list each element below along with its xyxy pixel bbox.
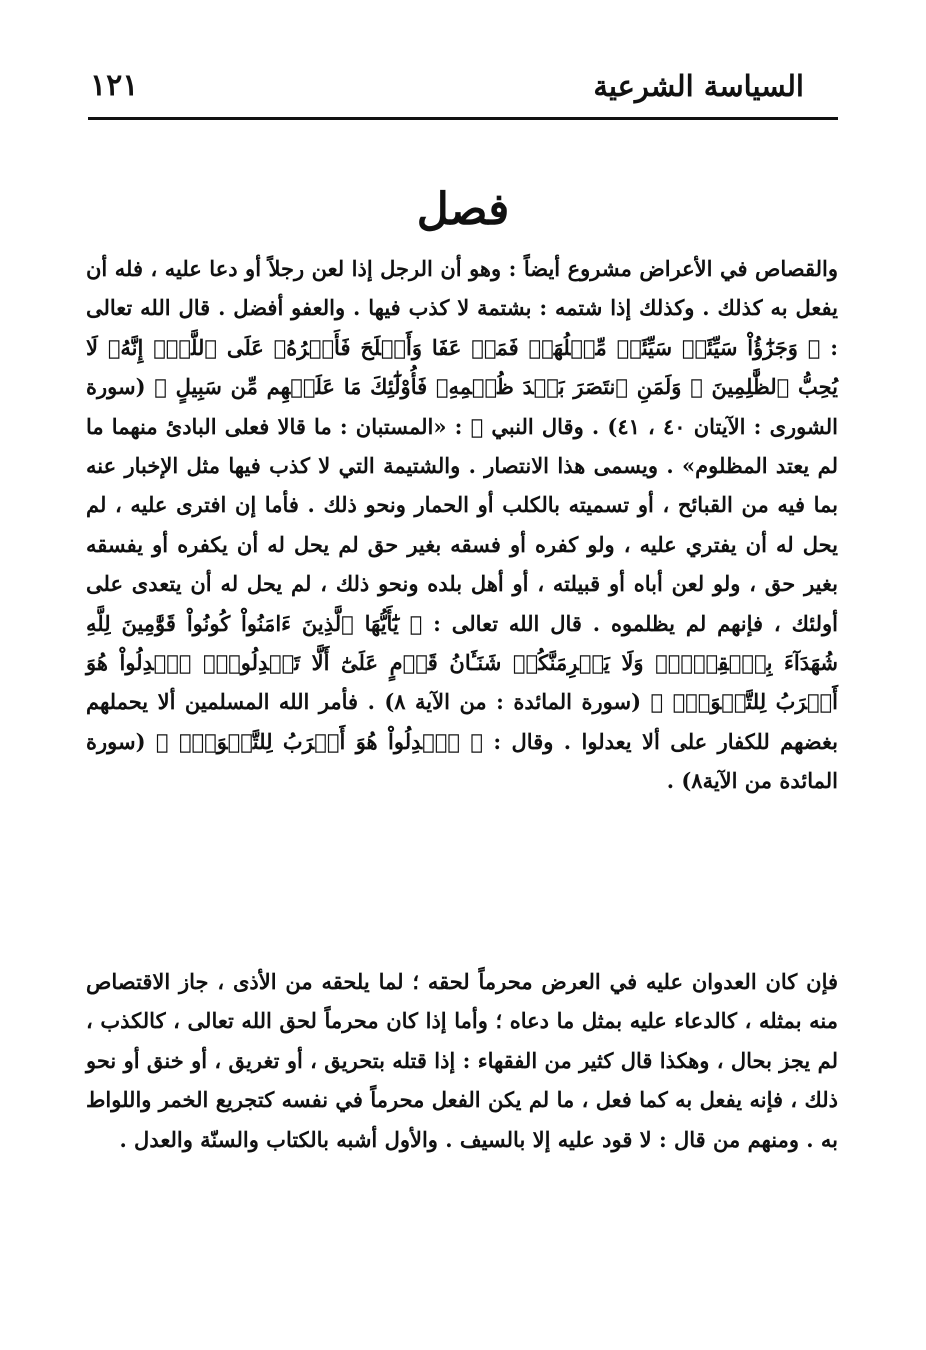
header-rule: [88, 117, 838, 120]
body-paragraph-1: والقصاص في الأعراض مشروع أيضاً : وهو أن الرجل إذا لعن رجلاً أو دعا عليه ، فله أن يفعل به كذلك . وكذلك إذا شتمه : بشتمة لا كذب فيها . والعفو أفضل . قال الله تعالى : ﴿ وَجَزَٰٓؤُاْ سَيِّئَةٖ سَيِّئَةٞ مِّثۡلُهَاۖ فَمَنۡ عَفَا وَأَصۡلَحَ فَأَجۡرُهُۥ عَلَى ٱللَّهِۚ إِنَّهُۥ لَا يُحِبُّ ٱلظَّٰلِمِينَ ۞ وَلَمَنِ ٱنتَصَرَ بَعۡدَ ظُلۡمِهِۦ فَأُوْلَٰٓئِكَ مَا عَلَيۡهِم مِّن سَبِيلٍ ﴾ (سورة الشورى : الآيتان ٤٠ ، ٤١) . وقال النبي ﷺ : «المستبان : ما قالا فعلى البادئ منهما ما لم يعتد المظلوم» . ويسمى هذا الانتصار . والشتيمة التي لا كذب فيها مثل الإخبار عنه بما فيه من القبائح ، أو تسميته بالكلب أو الحمار ونحو ذلك . فأما إن افترى عليه ، لم يحل له أن يفتري عليه ، ولو كفره أو فسقه بغير حق لم يحل له أن يكفره أو يفسقه بغير حق ، ولو لعن أباه أو قبيلته ، أو أهل بلده ونحو ذلك ، لم يحل له أن يتعدى على أولئك ، فإنهم لم يظلموه . قال الله تعالى : ﴿ يَٰٓأَيُّهَا ٱلَّذِينَ ءَامَنُواْ كُونُواْ قَوَّٰمِينَ لِلَّهِ شُهَدَآءَ بِٱلۡقِسۡطِۖ وَلَا يَجۡرِمَنَّكُمۡ شَنَـَٔانُ قَوۡمٍ عَلَىٰٓ أَلَّا تَعۡدِلُواْۚ ٱعۡدِلُواْ هُوَ أَقۡرَبُ لِلتَّقۡوَىٰۖ ﴾ (سورة المائدة : من الآية ٨) . فأمر الله المسلمين ألا يحملهم بغضهم للكفار على ألا يعدلوا . وقال : ﴿ ٱعۡدِلُواْ هُوَ أَقۡرَبُ لِلتَّقۡوَىٰۖ ﴾ (سورة المائدة من الآية٨) .: [86, 256, 838, 794]
body-paragraph-2: فإن كان العدوان عليه في العرض محرماً لحقه ؛ لما يلحقه من الأذى ، جاز الاقتصاص منه بمثله ، كالدعاء عليه بمثل ما دعاه ؛ وأما إذا كان محرماً لحق الله تعالى ، كالكذب ، لم يجز بحال ، وهكذا قال كثير من الفقهاء : إذا قتله بتحريق ، أو تغريق ، أو خنق أو نحو ذلك ، فإنه يفعل به كما فعل ، ما لم يكن الفعل محرماً في نفسه كتجريع الخمر واللواط به . ومنهم من قال : لا قود عليه إلا بالسيف . والأول أشبه بالكتاب والسنّة والعدل .: [86, 969, 838, 1152]
running-title: السياسة الشرعية: [593, 69, 804, 103]
page-number: ١٢١: [90, 68, 139, 103]
section-title: فصل: [416, 184, 510, 235]
